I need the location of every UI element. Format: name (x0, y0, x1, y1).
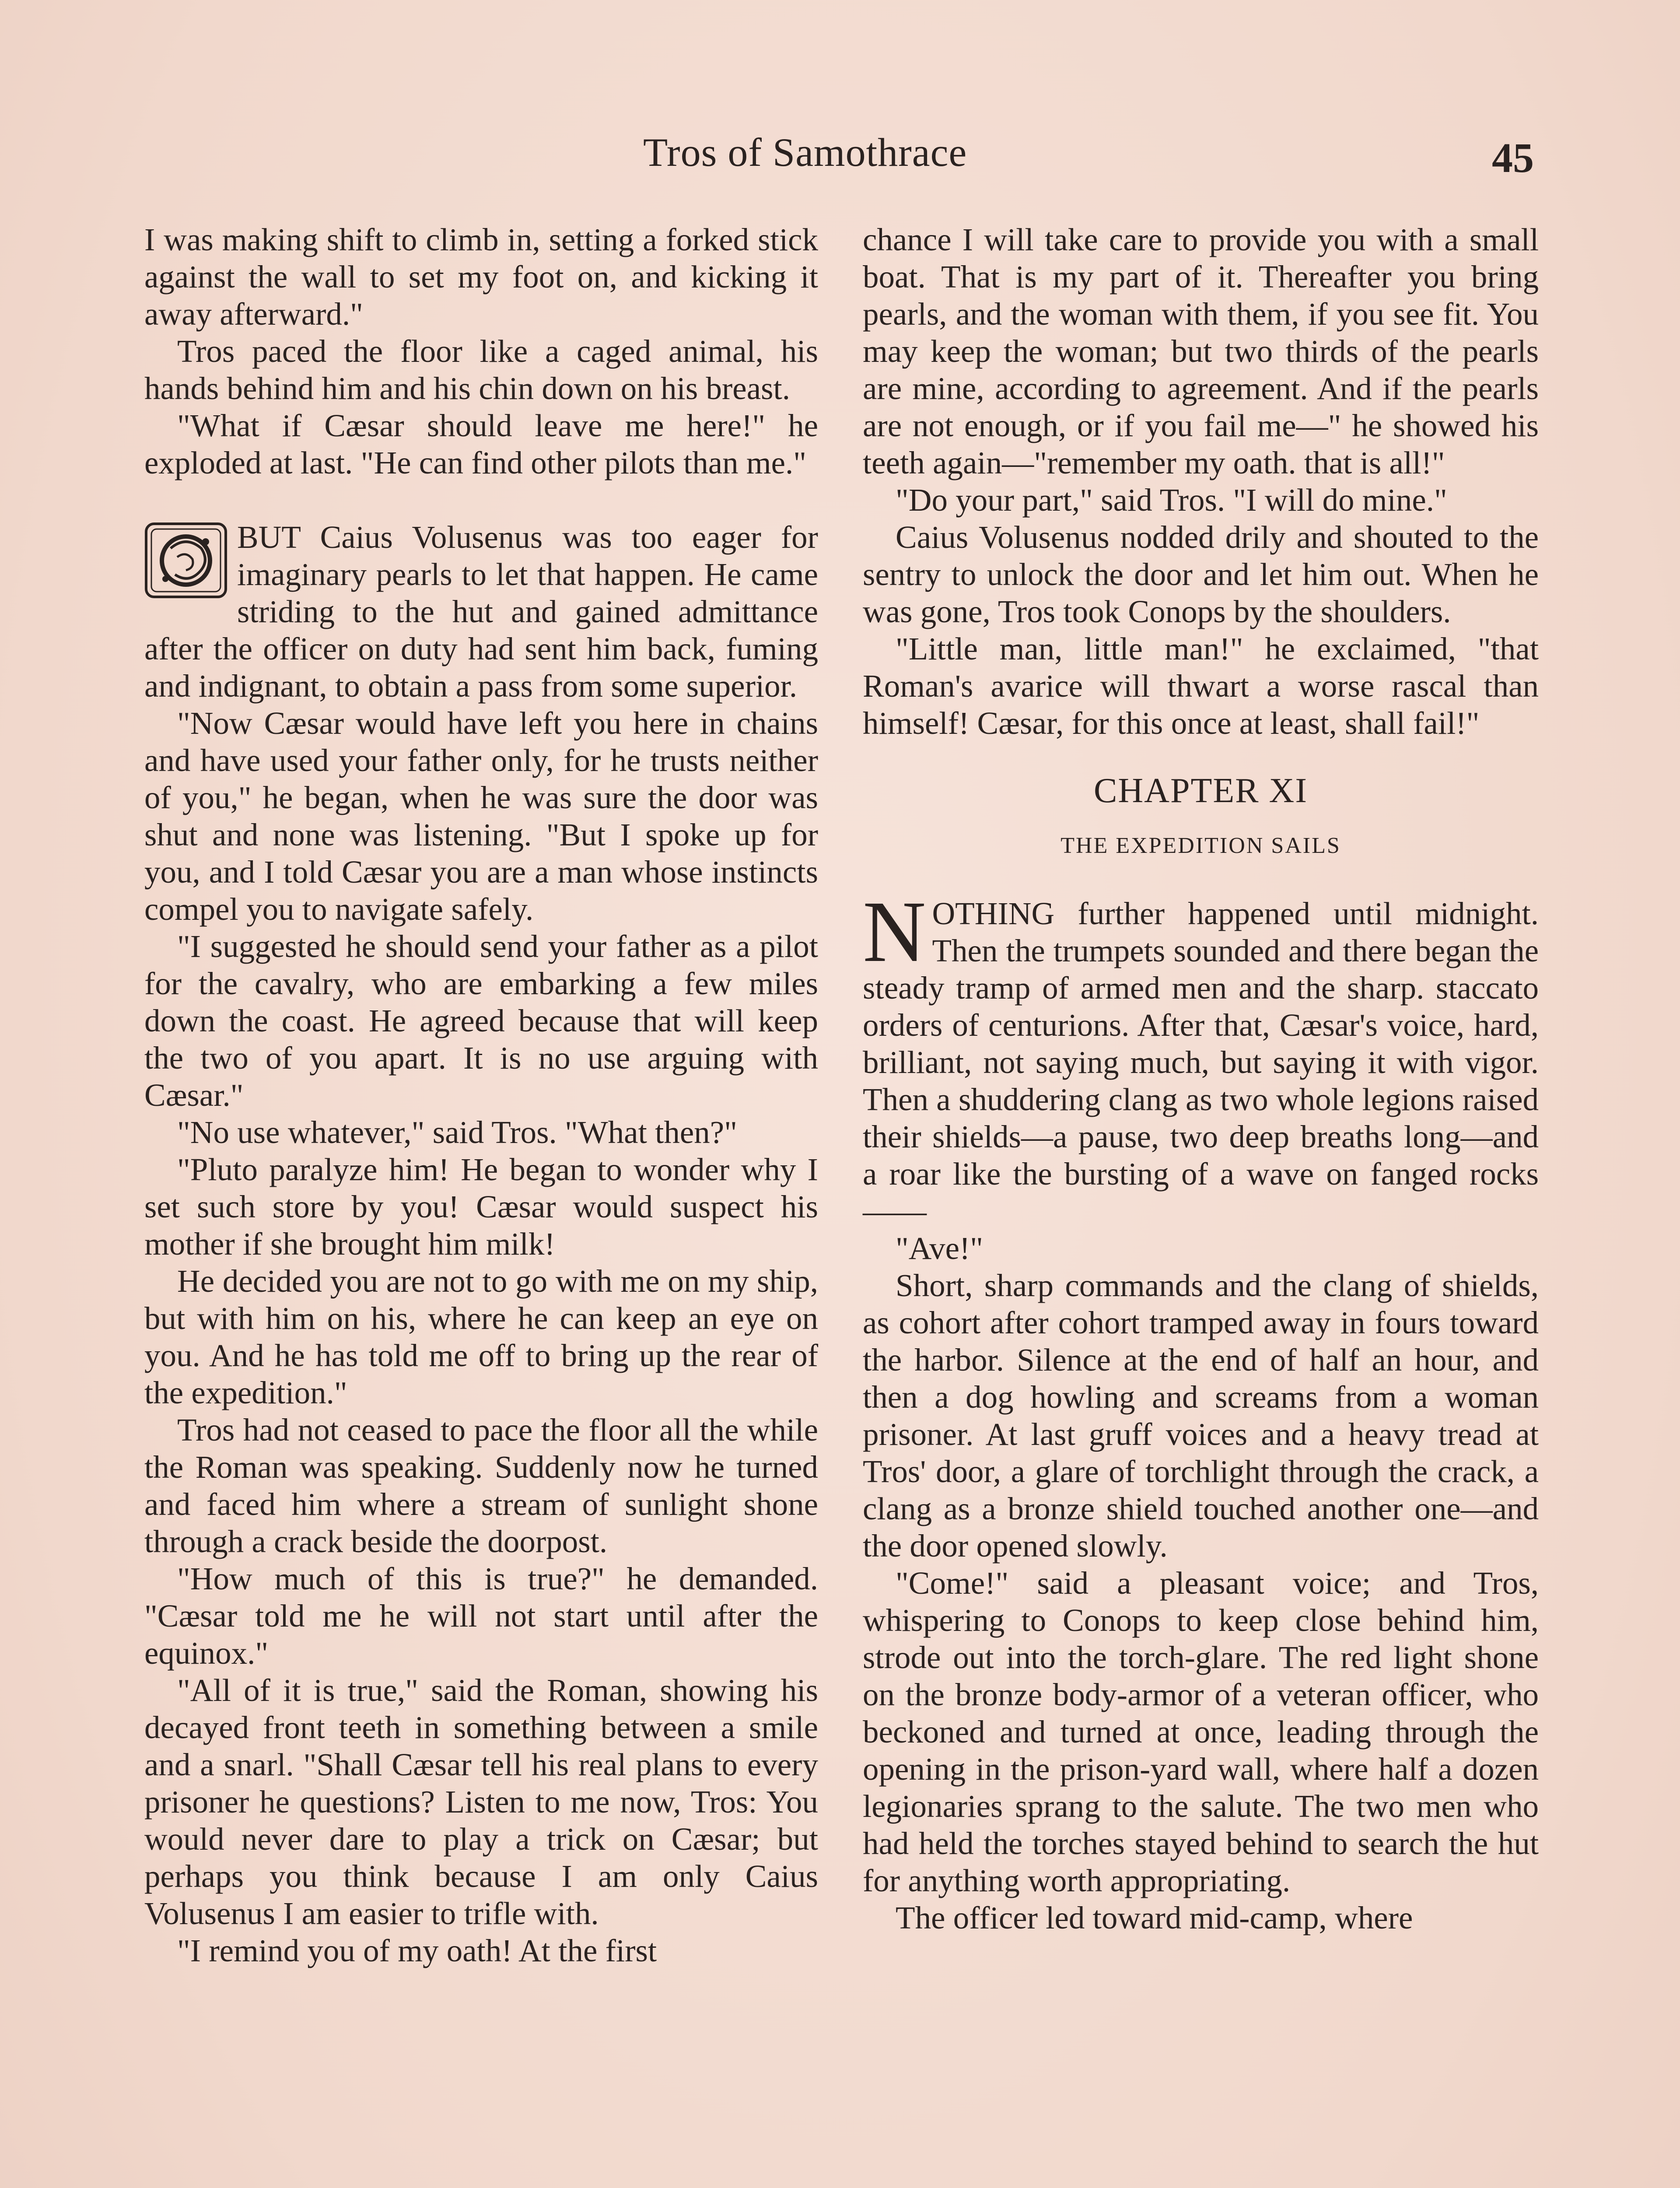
paragraph: "Do your part," said Tros. "I will do mine." (896, 482, 1447, 518)
paragraph: chance I will take care to provide you with a small boat. That is my part of it. Thereafter you bring pearls, and the woman with them, if you see fit. You may keep the woman; but two thirds of the pearls are mine, according to agreement. And if the pearls are not enough, or if you fail me—" he showed his teeth again—"remember my oath. that is all!" (863, 222, 1539, 480)
paragraph: Tros paced the floor like a caged animal, his hands behind him and his chin down on his breast. (144, 333, 818, 406)
paragraph: Tros had not ceased to pace the floor all the while the Roman was speaking. Suddenly now he turned and faced him where a stream of sunlight shone through a crack beside the doorpost. (144, 1412, 818, 1559)
paragraph: "Little man, little man!" he exclaimed, "that Roman's avarice will thwart a worse rascal than himself! Cæsar, for this once at least, shall fail!" (863, 631, 1539, 741)
paragraph: I was making shift to climb in, setting a forked stick against the wall to set my foot on, and kicking it away afterward." (144, 222, 818, 332)
paragraph: OTHING further happened until midnight. Then the trumpets sounded and there began the steady tramp of armed men and the sharp. staccato orders of centurions. After that, Cæsar's voice, hard, brilliant, not saying much, but saying it with vigor. Then a shuddering clang as two whole legions raised their shields—a pause, two deep breaths long—and a roar like the bursting of a wave on fanged rocks—— (863, 896, 1539, 1229)
paragraph: "Now Cæsar would have left you here in chains and have used your father only, for he trusts neither of you," he began, when he was sure the door was shut and none was listening. "But I spoke up for you, and I told Cæsar you are a man whose instincts compel you to navigate safely. (144, 705, 818, 927)
paragraph: "Pluto paralyze him! He began to wonder why I set such store by you! Cæsar would suspect his mother if she brought him milk! (144, 1152, 818, 1262)
paragraph: Caius Volusenus nodded drily and shouted to the sentry to unlock the door and let him out. When he was gone, Tros took Conops by the shoulders. (863, 519, 1539, 629)
paragraph: Short, sharp commands and the clang of shields, as cohort after cohort tramped away in fours toward the harbor. Silence at the end of half an hour, and then a dog howling and screams from a woman prisoner. At last gruff voices and a heavy tread at Tros' door, a glare of torchlight through the crack, a clang as a bronze shield touched another one—and the door opened slowly. (863, 1268, 1539, 1564)
ornamental-initial-icon (144, 522, 228, 599)
paragraph: "How much of this is true?" he demanded. "Cæsar told me he will not start until after the equinox." (144, 1561, 818, 1671)
paragraph: "I remind you of my oath! At the first (177, 1933, 657, 1968)
drop-cap-paragraph (863, 884, 1539, 1230)
paragraph: BUT Caius Volusenus was too eager for imaginary pearls to let that happen. He came striding to the hut and gained admittance after the officer on duty had sent him back, fuming and indignant, to obtain a pass from some superior. (144, 519, 818, 704)
ornate-initial-paragraph (144, 519, 818, 705)
left-column (144, 221, 818, 1969)
paragraph: The officer led toward mid-camp, where (896, 1900, 1413, 1936)
page-number: 45 (1492, 134, 1534, 181)
paragraph: He decided you are not to go with me on my ship, but with him on his, where he can keep an eye on you. And he has told me off to bring up the rear of the expedition." (144, 1263, 818, 1410)
running-head: Tros of Samothrace (643, 130, 967, 175)
drop-cap: N (863, 884, 926, 980)
paragraph: "No use whatever," said Tros. "What then?" (177, 1115, 737, 1150)
paragraph: "All of it is true," said the Roman, showing his decayed front teeth in something between a smile and a snarl. "Shall Cæsar tell his real plans to every prisoner he questions? Listen to me now, Tros: You would never dare to play a trick on Cæsar; but perhaps you think because I am only Caius Volusenus I am easier to trifle with. (144, 1673, 818, 1931)
section-break (144, 481, 818, 519)
chapter-heading: CHAPTER XI (1094, 771, 1308, 810)
paragraph: "Ave!" (896, 1231, 984, 1266)
chapter-title: THE EXPEDITION SAILS (1060, 833, 1341, 858)
right-column (863, 221, 1539, 1936)
paragraph: "Come!" said a pleasant voice; and Tros, whispering to Conops to keep close behind him, strode out into the torch-glare. The red light shone on the bronze body-armor of a veteran officer, who beckoned and turned at once, leading through the opening in the prison-yard wall, where half a dozen legionaries sprang to the salute. The two men who had held the torches stayed behind to search the hut for anything worth appropriating. (863, 1565, 1539, 1898)
paragraph: "What if Cæsar should leave me here!" he exploded at last. "He can find other pilots than me." (144, 408, 818, 480)
paragraph: "I suggested he should send your father as a pilot for the cavalry, who are embarking a few miles down the coast. He agreed because that will keep the two of you apart. It is no use arguing with Cæsar." (144, 929, 818, 1113)
